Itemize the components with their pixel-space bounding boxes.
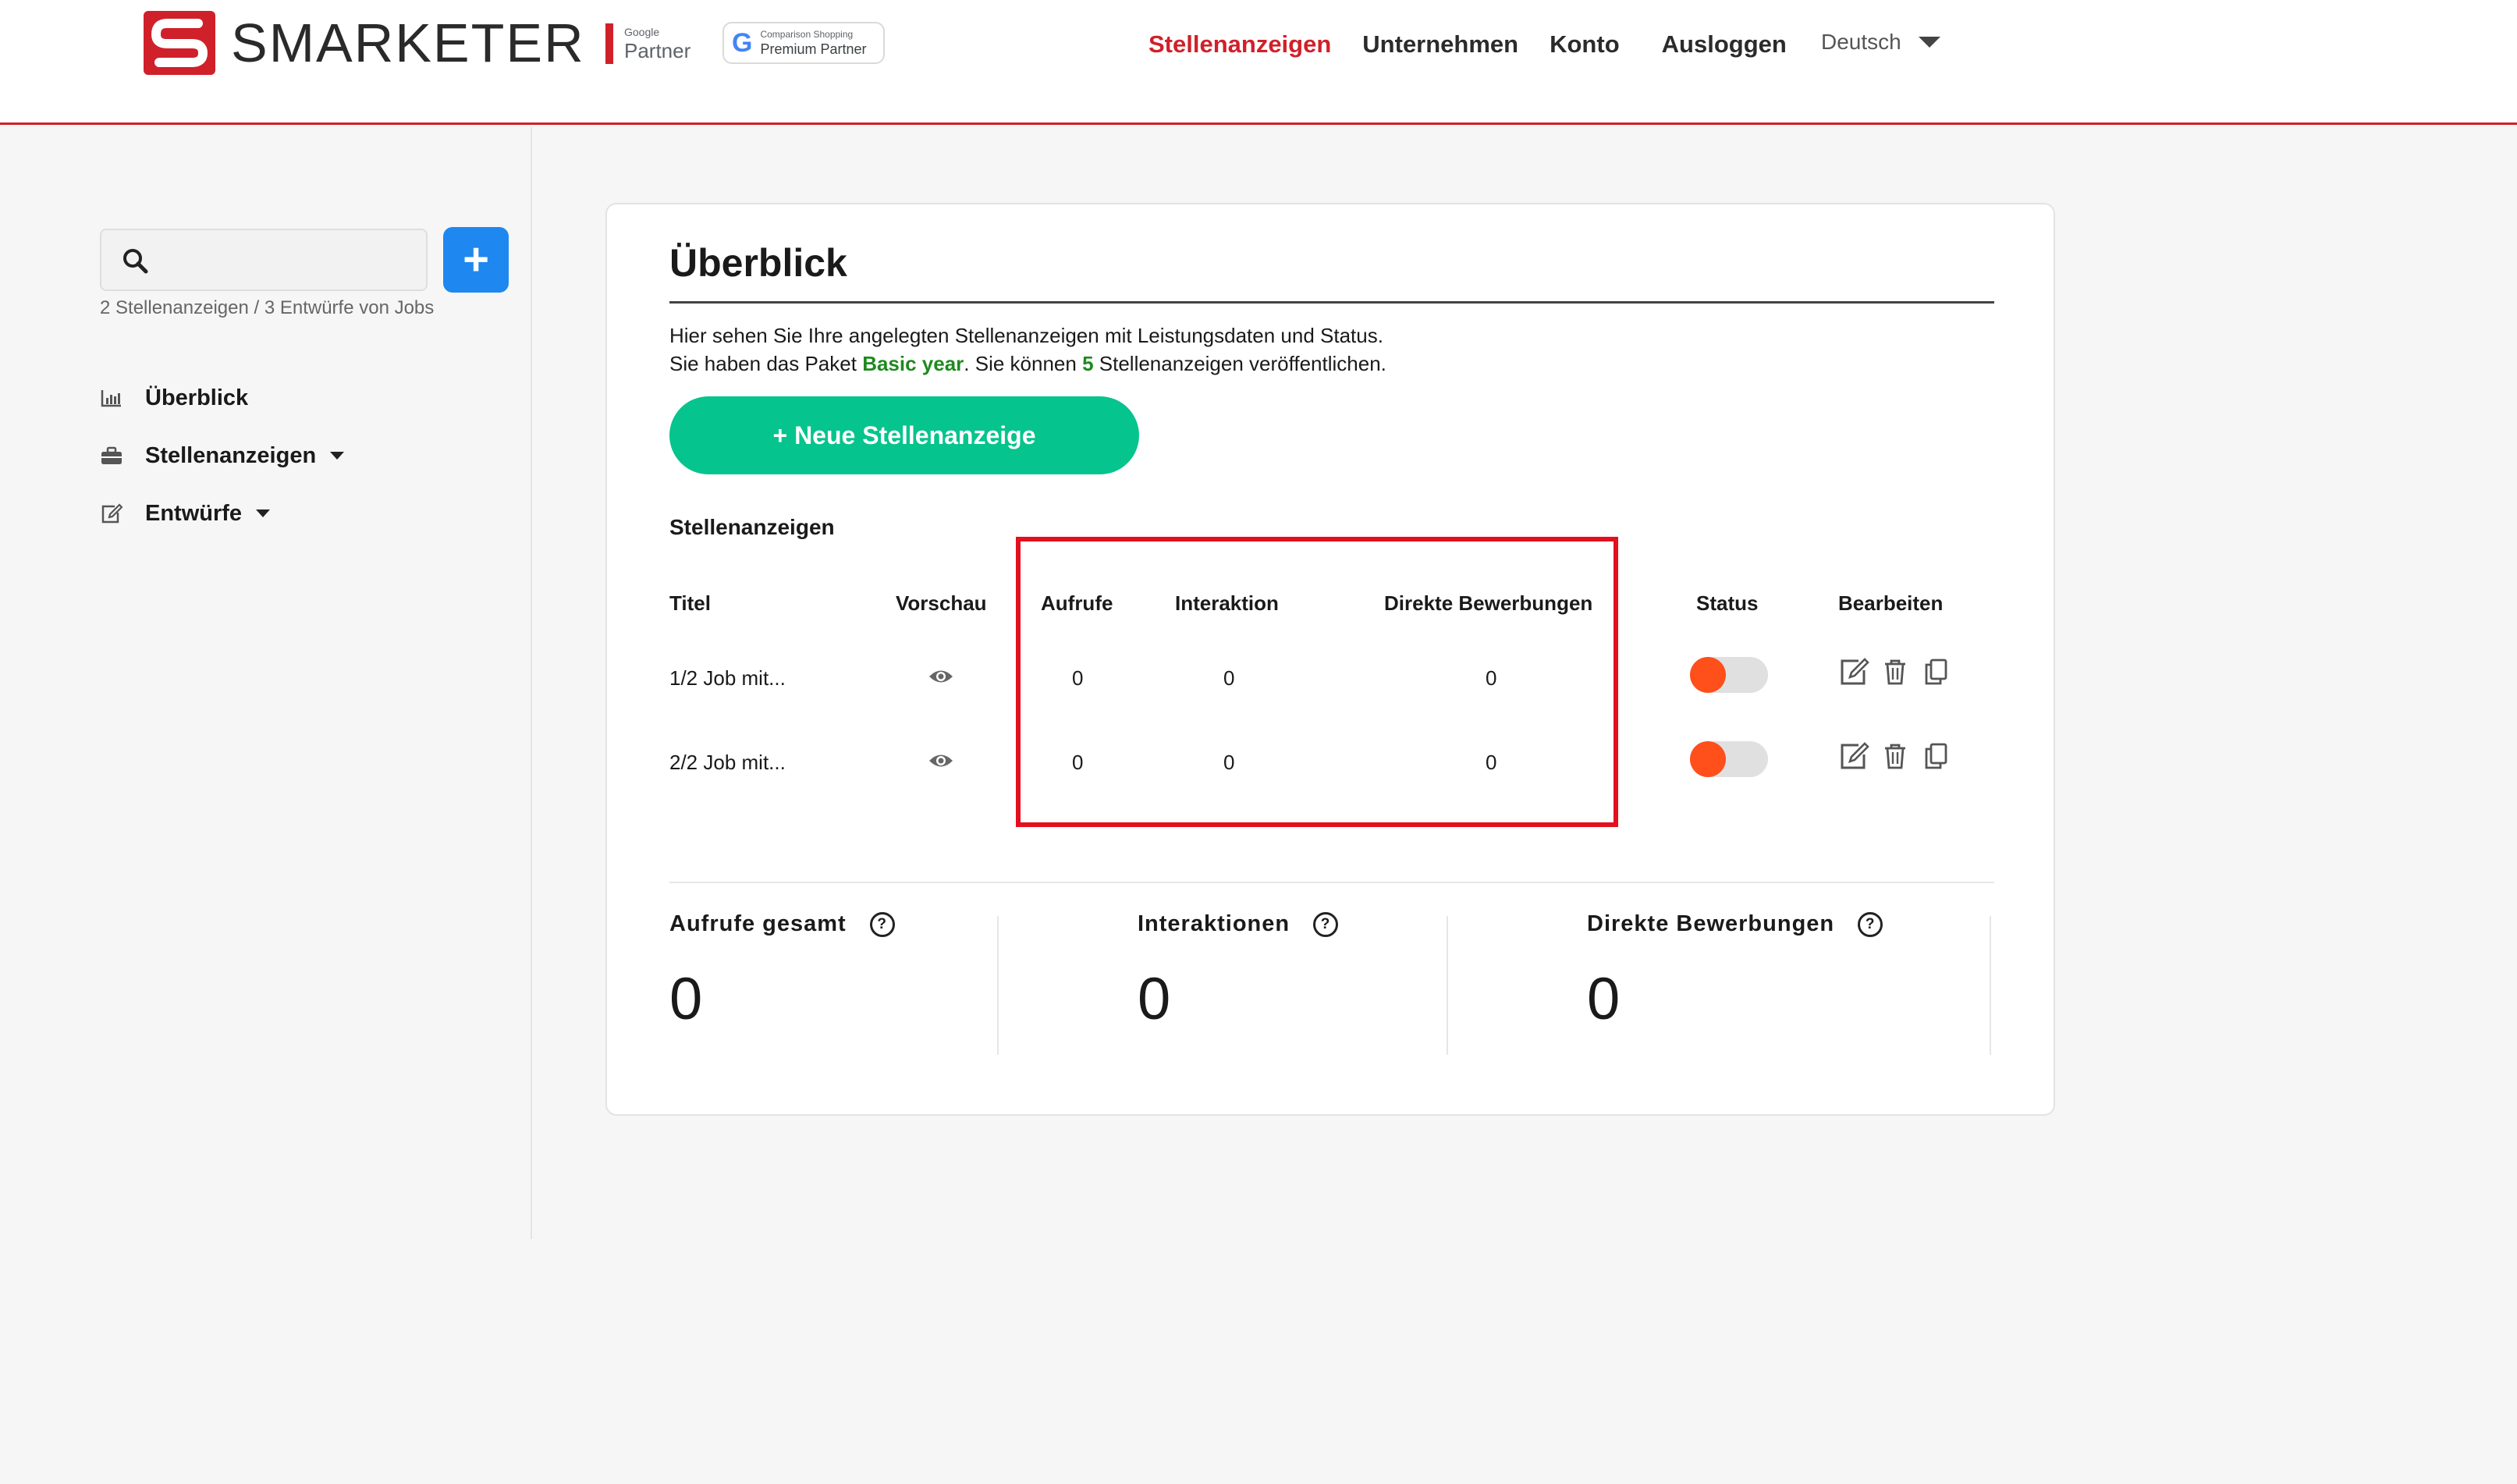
stat-value: 0 [1138,966,1171,1032]
copy-icon[interactable] [1919,655,1952,688]
table-cell-interaktion: 0 [1223,751,1235,774]
top-header [0,0,2517,125]
stat-value: 0 [1587,966,1621,1032]
help-icon[interactable]: ? [1858,912,1883,937]
sidebar-menu [100,369,344,542]
desc-text-c: Stellenanzeigen veröffentlichen. [1093,352,1386,375]
css-premium-partner-badge [722,22,885,64]
sidebar-item-label: Entwürfe [145,500,243,526]
description-line-2 [669,350,1386,378]
stat-direkte-bewerbungen [1587,911,1883,1050]
status-toggle[interactable] [1690,657,1768,693]
language-select[interactable] [1821,30,1940,55]
stat-label: Aufrufe gesamt [669,911,847,936]
stat-separator [1990,916,1991,1055]
sidebar-item-label: Stellenanzeigen [145,442,317,468]
help-icon[interactable]: ? [870,912,895,937]
add-job-button[interactable]: + [443,227,509,293]
overview-card [605,203,2055,1116]
stat-label: Interaktionen [1138,911,1290,936]
copy-icon[interactable] [1919,740,1952,772]
google-badge-small: Google [624,26,660,38]
column-header-titel: Titel [669,591,711,615]
stat-value: 0 [669,966,703,1032]
badge-bar [605,23,613,64]
job-counts: 2 Stellenanzeigen / 3 Entwürfe von Jobs [100,297,435,318]
stat-label: Direkte Bewerbungen [1587,911,1835,936]
sidebar [0,127,532,1239]
highlight-box [1016,537,1618,827]
nav-stellenanzeigen[interactable]: Stellenanzeigen [1148,30,1332,58]
toggle-knob [1690,741,1726,777]
table-cell-bewerbungen: 0 [1486,751,1497,774]
package-name: Basic year [862,352,964,375]
status-toggle[interactable] [1690,741,1768,777]
stats-divider [669,882,1994,883]
table-row-title[interactable]: 1/2 Job mit... [669,666,786,690]
stat-aufrufe-gesamt [669,911,895,1050]
logo-text: SMARKETER [231,12,585,73]
stat-interaktionen [1138,911,1338,1050]
row-actions [1838,740,1960,772]
table-cell-aufrufe: 0 [1072,666,1084,690]
section-label: Stellenanzeigen [669,515,835,539]
sidebar-item-ueberblick[interactable] [100,369,344,427]
help-icon[interactable]: ? [1313,912,1338,937]
edit-icon[interactable] [1838,655,1871,688]
sidebar-item-label: Überblick [145,385,249,410]
eye-icon[interactable] [928,668,953,685]
bar-chart-icon [100,386,123,410]
desc-text-b: . Sie können [964,352,1083,375]
job-limit: 5 [1082,352,1094,375]
table-row-title[interactable]: 2/2 Job mit... [669,751,786,774]
language-label: Deutsch [1821,30,1901,54]
chevron-down-icon [330,452,344,460]
page-title: Überblick [669,241,847,285]
main-nav [1148,28,1787,61]
stat-separator [997,916,999,1055]
nav-ausloggen[interactable]: Ausloggen [1661,30,1787,58]
css-badge-small: Comparison Shopping [760,29,854,40]
column-header-bearbeiten: Bearbeiten [1838,591,1944,615]
sidebar-item-stellenanzeigen[interactable] [100,427,344,485]
eye-icon[interactable] [928,752,953,769]
smarketer-logo[interactable] [144,11,585,75]
google-g-icon: G [732,27,753,58]
desc-text-a: Sie haben das Paket [669,352,863,375]
sidebar-item-entwuerfe[interactable] [100,485,344,542]
column-header-vorschau: Vorschau [896,591,987,615]
toggle-knob [1690,657,1726,693]
new-job-button[interactable]: + Neue Stellenanzeige [669,396,1139,474]
edit-icon[interactable] [1838,740,1871,772]
chevron-down-icon [1919,37,1940,48]
trash-icon[interactable] [1879,655,1912,688]
column-header-status: Status [1696,591,1759,615]
row-actions [1838,655,1960,688]
briefcase-icon [100,444,123,467]
trash-icon[interactable] [1879,740,1912,772]
table-cell-bewerbungen: 0 [1486,666,1497,690]
smarketer-logo-mark-icon [144,11,215,75]
nav-unternehmen[interactable]: Unternehmen [1362,30,1519,58]
chevron-down-icon [256,509,270,517]
table-cell-interaktion: 0 [1223,666,1235,690]
column-header-direkte-bewerbungen: Direkte Bewerbungen [1384,591,1593,615]
search-icon [122,247,148,274]
description-line-1: Hier sehen Sie Ihre angelegten Stellenanzeigen mit Leistungsdaten und Status. [669,324,1383,347]
edit-icon [100,502,123,525]
stat-separator [1447,916,1448,1055]
table-cell-aufrufe: 0 [1072,751,1084,774]
column-header-aufrufe: Aufrufe [1041,591,1113,615]
search-input[interactable] [161,238,410,282]
google-badge-big: Partner [624,39,691,62]
overview-description [669,321,1386,378]
search-box[interactable] [100,229,428,291]
column-header-interaktion: Interaktion [1175,591,1279,615]
title-divider [669,301,1994,304]
google-partner-badge [605,23,690,64]
css-badge-big: Premium Partner [760,41,867,57]
nav-konto[interactable]: Konto [1550,30,1620,58]
